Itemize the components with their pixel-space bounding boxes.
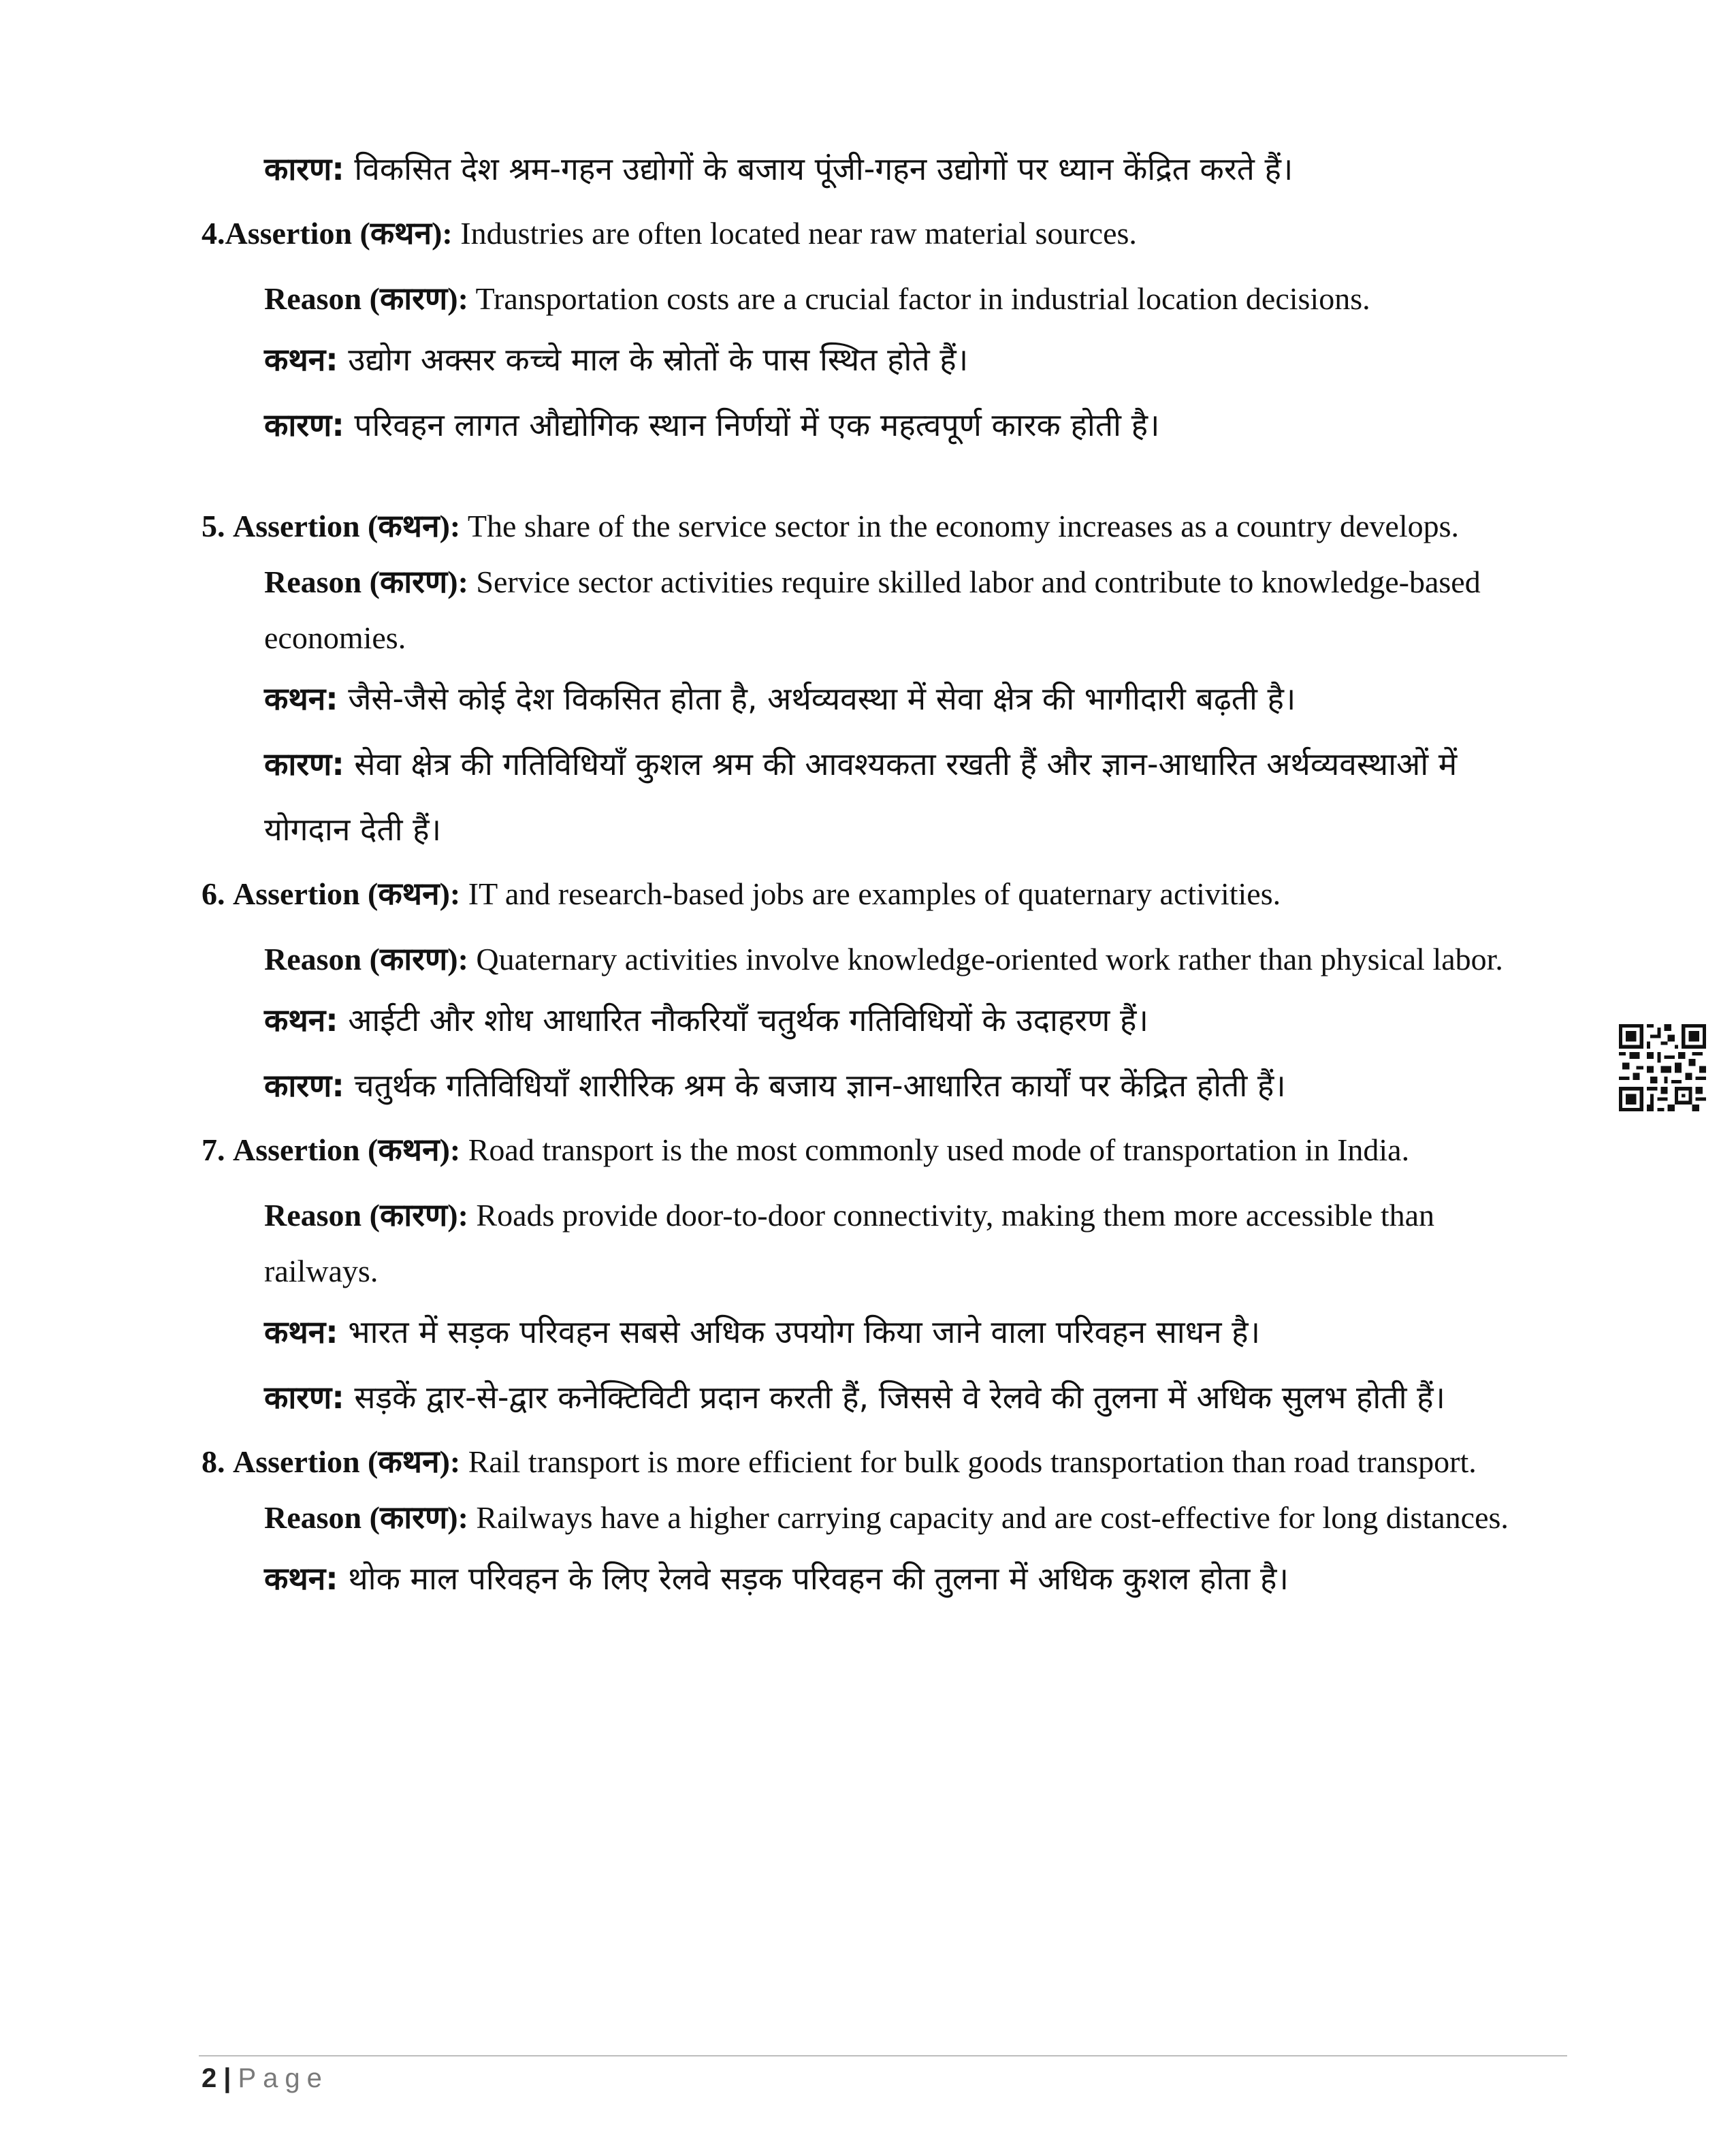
page-label: Page bbox=[238, 2063, 329, 2093]
page-content bbox=[202, 136, 1549, 1611]
q6-reason-hi: कारण: चतुर्थक गतिविधियाँ शारीरिक श्रम के बजाय ज्ञान-आधारित कार्यों पर केंद्रित होती हैं। bbox=[264, 1067, 1286, 1104]
footer-separator: | bbox=[223, 2063, 231, 2093]
q8-reason-en: Reason (कारण): Railways have a higher carrying capacity and are cost-effective for long distances. bbox=[264, 1500, 1509, 1535]
q4-assertion-hi: कथन: उद्योग अक्सर कच्चे माल के स्रोतों के पास स्थित होते हैं। bbox=[264, 341, 969, 378]
q5-assertion-en: 5. Assertion (कथन): The share of the service sector in the economy increases as a country develops. bbox=[202, 509, 1460, 543]
q7-assertion-hi: कथन: भारत में सड़क परिवहन सबसे अधिक उपयोग किया जाने वाला परिवहन साधन है। bbox=[264, 1314, 1261, 1350]
q5-assertion-hi: कथन: जैसे-जैसे कोई देश विकसित होता है, अर्थव्यवस्था में सेवा क्षेत्र की भागीदारी बढ़ती है। bbox=[264, 680, 1296, 717]
reason-hi-label: कारण: bbox=[264, 150, 344, 187]
q8-assertion-en: 8. Assertion (कथन): Rail transport is more efficient for bulk goods transportation than road transport. bbox=[202, 1444, 1477, 1479]
q6-assertion-en: 6. Assertion (कथन): IT and research-based jobs are examples of quaternary activities. bbox=[202, 876, 1281, 911]
q7-reason-hi: कारण: सड़कें द्वार-से-द्वार कनेक्टिविटी प्रदान करती हैं, जिससे वे रेलवे की तुलना में अधिक सुलभ होती हैं। bbox=[264, 1379, 1445, 1416]
q4-reason-hi: कारण: परिवहन लागत औद्योगिक स्थान निर्णयों में एक महत्वपूर्ण कारक होती है। bbox=[264, 407, 1160, 443]
q6-assertion-hi: कथन: आईटी और शोध आधारित नौकरियाँ चतुर्थक गतिविधियों के उदाहरण हैं। bbox=[264, 1002, 1148, 1038]
q8-assertion-hi: कथन: थोक माल परिवहन के लिए रेलवे सड़क परिवहन की तुलना में अधिक कुशल होता है। bbox=[264, 1560, 1289, 1597]
q5-reason-hi: कारण: सेवा क्षेत्र की गतिविधियाँ कुशल श्रम की आवश्यकता रखती हैं और ज्ञान-आधारित अर्थव्यवस्थाओं में योगदान देती हैं। bbox=[264, 746, 1458, 848]
q4-reason-en: Reason (कारण): Transportation costs are a crucial factor in industrial location decisions. bbox=[264, 281, 1370, 316]
q3-reason-hi: कारण: विकसित देश श्रम-गहन उद्योगों के बजाय पूंजी-गहन उद्योगों पर ध्यान केंद्रित करते हैं। bbox=[264, 150, 1293, 187]
footer-divider bbox=[199, 2055, 1567, 2056]
page-number: 2 bbox=[202, 2063, 217, 2093]
q4-assertion-en: 4.Assertion (कथन): Industries are often located near raw material sources. bbox=[202, 216, 1137, 251]
q5-reason-en: Reason (कारण): Service sector activities require skilled labor and contribute to knowledge-based economies. bbox=[264, 565, 1481, 655]
qr-code-icon bbox=[1619, 1024, 1706, 1111]
q7-assertion-en: 7. Assertion (कथन): Road transport is the most commonly used mode of transportation in India. bbox=[202, 1132, 1410, 1167]
q7-reason-en: Reason (कारण): Roads provide door-to-door connectivity, making them more accessible than railways. bbox=[264, 1198, 1435, 1288]
page-footer bbox=[202, 2063, 329, 2094]
q6-reason-en: Reason (कारण): Quaternary activities involve knowledge-oriented work rather than physical labor. bbox=[264, 942, 1503, 976]
